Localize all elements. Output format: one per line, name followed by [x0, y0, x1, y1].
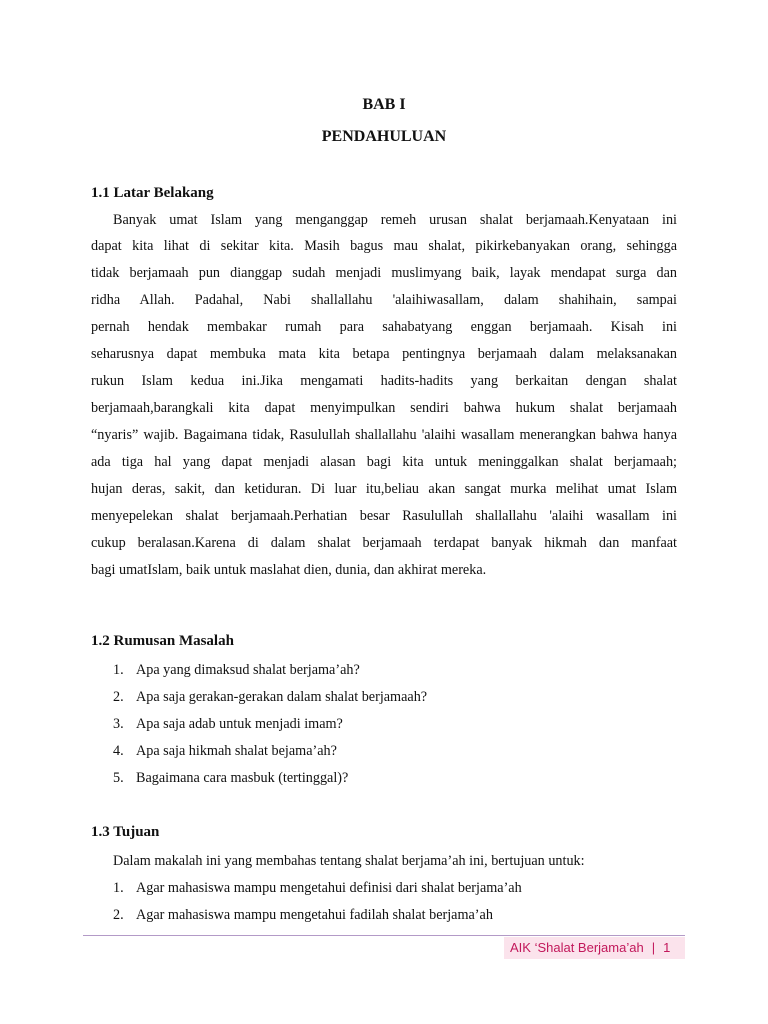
list-text: Apa yang dimaksud shalat berjama’ah? [136, 662, 360, 678]
list-item [113, 660, 360, 680]
page-footer [504, 937, 685, 959]
chapter-title: PENDAHULUAN [321, 128, 447, 145]
paragraph-line: rukun Islam kedua ini.Jika mengamati hadits-hadits yang berkaitan dengan shalat [91, 373, 677, 389]
paragraph-line: hujan deras, sakit, dan ketiduran. Di luar itu,beliau akan sangat murka melihat umat Islam [91, 481, 677, 497]
list-text: Apa saja gerakan-gerakan dalam shalat berjamaah? [136, 689, 428, 705]
list-number: 3. [113, 716, 124, 732]
list-number: 1. [113, 880, 124, 896]
paragraph-line: ridha Allah. Padahal, Nabi shallallahu 'alaihiwasallam, dalam shahihain, sampai [91, 292, 677, 308]
list-number: 2. [113, 907, 124, 923]
list-item [113, 768, 348, 788]
list-item [113, 905, 493, 925]
paragraph-line: cukup beralasan.Karena di dalam shalat berjamaah terdapat banyak hikmah dan manfaat [91, 535, 677, 551]
list-item [113, 741, 337, 761]
paragraph-line: dapat kita lihat di sekitar kita. Masih bagus mau shalat, pikirkebanyakan orang, sehingga [91, 238, 677, 254]
section-heading-tujuan: 1.3 Tujuan [91, 824, 160, 840]
list-item [113, 687, 427, 707]
list-item [113, 714, 343, 734]
list-text: Agar mahasiswa mampu mengetahui definisi dari shalat berjama’ah [136, 880, 522, 896]
footer-label: AIK ‘Shalat Berjama’ah [510, 940, 644, 955]
list-number: 4. [113, 743, 124, 759]
paragraph-line: menyepelekan shalat berjamaah.Perhatian besar Rasulullah shallallahu 'alaihi wasallam ini [91, 508, 677, 524]
footer-divider [83, 935, 685, 936]
tujuan-intro: Dalam makalah ini yang membahas tentang shalat berjama’ah ini, bertujuan untuk: [113, 853, 585, 869]
list-number: 2. [113, 689, 124, 705]
list-text: Bagaimana cara masbuk (tertinggal)? [136, 770, 349, 786]
list-item [113, 878, 522, 898]
paragraph-line: Banyak umat Islam yang menganggap remeh urusan shalat berjamaah.Kenyataan ini [113, 212, 677, 228]
list-text: Apa saja adab untuk menjadi imam? [136, 716, 343, 732]
section-heading-latar-belakang: 1.1 Latar Belakang [91, 185, 214, 201]
paragraph-line: pernah hendak membakar rumah para sahabatyang enggan berjamaah. Kisah ini [91, 319, 677, 335]
list-text: Agar mahasiswa mampu mengetahui fadilah shalat berjama’ah [136, 907, 493, 923]
paragraph-line: ada tiga hal yang dapat menjadi alasan bagi kita untuk meninggalkan shalat berjamaah; [91, 454, 677, 470]
paragraph-line: tidak berjamaah pun dianggap sudah menjadi muslimyang baik, layak mendapat surga dan [91, 265, 677, 281]
page-number: 1 [663, 940, 671, 955]
paragraph-line: “nyaris” wajib. Bagaimana tidak, Rasulullah shallallahu 'alaihi wasallam menerangkan bahwa hanya [91, 427, 677, 443]
paragraph-line: bagi umatIslam, baik untuk maslahat dien, dunia, dan akhirat mereka. [91, 562, 487, 578]
paragraph-line: berjamaah,barangkali kita dapat menyimpulkan sendiri bahwa hukum shalat berjamaah [91, 400, 677, 416]
chapter-number: BAB I [362, 96, 406, 113]
footer-separator: | [651, 940, 656, 955]
paragraph-line: seharusnya dapat membuka mata kita betapa pentingnya berjamaah dalam melaksanakan [91, 346, 677, 362]
section-heading-rumusan-masalah: 1.2 Rumusan Masalah [91, 633, 234, 649]
list-number: 1. [113, 662, 124, 678]
list-text: Apa saja hikmah shalat bejama’ah? [136, 743, 337, 759]
list-number: 5. [113, 770, 124, 786]
